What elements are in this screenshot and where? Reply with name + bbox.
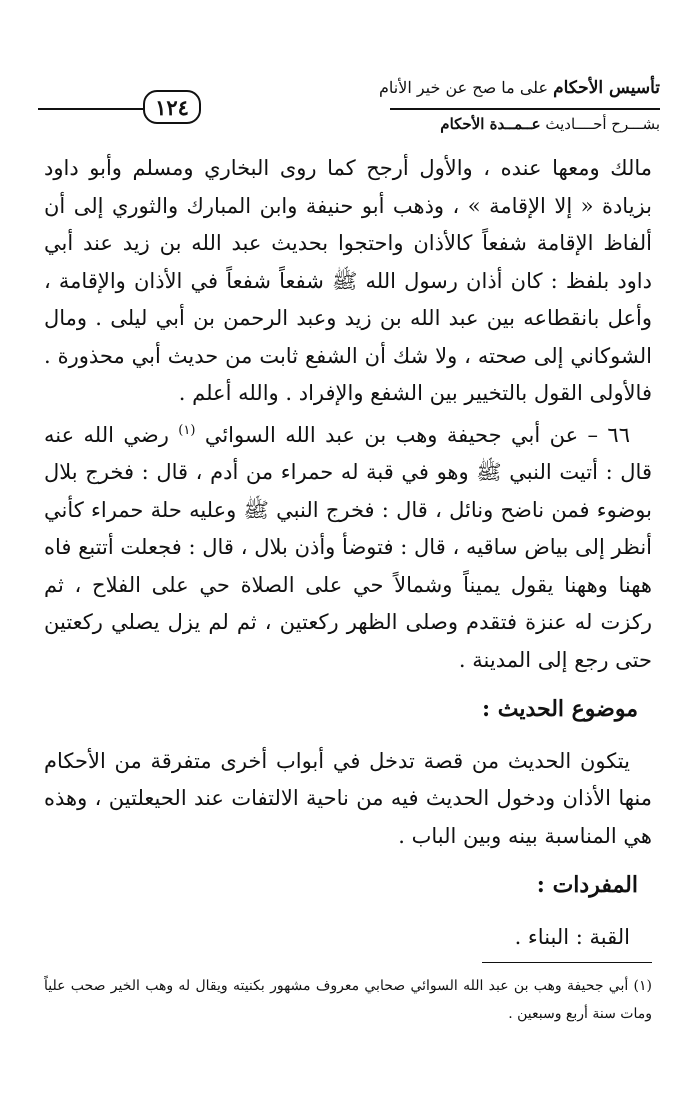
book-title-rest: على ما صح عن خير الأنام bbox=[378, 78, 548, 97]
page-header bbox=[38, 72, 660, 142]
footnote-rule bbox=[482, 962, 652, 963]
book-subtitle-prefix: بشـــرح أحــــاديث bbox=[545, 115, 660, 133]
header-rule bbox=[390, 108, 660, 110]
book-title bbox=[379, 78, 660, 98]
book-subtitle bbox=[440, 114, 660, 134]
hadith-lead: ٦٦ – عن أبي جحيفة وهب بن عبد الله السوائي bbox=[204, 422, 630, 447]
hadith-paragraph bbox=[44, 417, 652, 680]
hadith-text: رضي الله عنه قال : أتيت النبي ﷺ وهو في قبة له حمراء من أدم ، قال : فخرج بلال بوضوء فمن ناضح ونائل ، قال : فخرج النبي ﷺ وعليه حلة حمراء كأني أنظر إلى بياض ساقيه ، قال : فتوضأ وأذن بلال ، قال : فجعلت أتتبع فاه ههنا وههنا يقول يميناً وشمالاً حي على الصلاة حي على الفلاح ، ثم ركزت له عنزة فتقدم وصلى الظهر ركعتين ، ثم لم يزل يصلي ركعتين حتى رجع إلى المدينة . bbox=[44, 422, 652, 672]
book-title-bold: تأسيس الأحكام bbox=[553, 78, 660, 98]
page-number: ١٢٤ bbox=[143, 90, 201, 124]
footnote bbox=[44, 972, 652, 1028]
book-subtitle-bold: عــمــدة الأحكام bbox=[440, 115, 541, 133]
footnote-reference: (١) bbox=[178, 422, 196, 438]
section-heading-topic: موضوع الحديث : bbox=[481, 696, 638, 722]
footnote-text: (١) أبي جحيفة وهب بن عبد الله السوائي صحابي معروف مشهور بكنيته ويقال له وهب الخير صحب علياً ومات سنة أربع وسبعين . bbox=[44, 978, 653, 1022]
vocab-entry: القبة : البناء . bbox=[514, 924, 630, 949]
main-text bbox=[44, 150, 652, 956]
section-heading-vocab: المفردات : bbox=[536, 872, 638, 898]
topic-paragraph: يتكون الحديث من قصة تدخل في أبواب أخرى متفرقة من الأحكام منها الأذان ودخول الحديث فيه من ناحية الالتفات عند الحيعلتين ، وهذه هي المناسبة بينه وبين الباب . bbox=[44, 748, 652, 848]
paragraph-1: مالك ومعها عنده ، والأول أرجح كما روى البخاري ومسلم وأبو داود بزيادة « إلا الإقامة » ، وذهب أبو حنيفة وابن المبارك والثوري إلى أن ألفاظ الإقامة شفعاً كالأذان واحتجوا بحديث عبد الله بن زيد عند أبي داود بلفظ : كان أذان رسول الله ﷺ شفعاً شفعاً في الأذان والإقامة ، وأعل بانقطاعه بين عبد الله بن زيد وعبد الرحمن بن أبي ليلى . ومال الشوكاني إلى صحته ، ولا شك أن الشفع ثابت من حديث أبي محذورة . فالأولى القول بالتخيير بين الشفع والإفراد . والله أعلم . bbox=[44, 156, 652, 405]
header-left-rule bbox=[38, 108, 143, 110]
